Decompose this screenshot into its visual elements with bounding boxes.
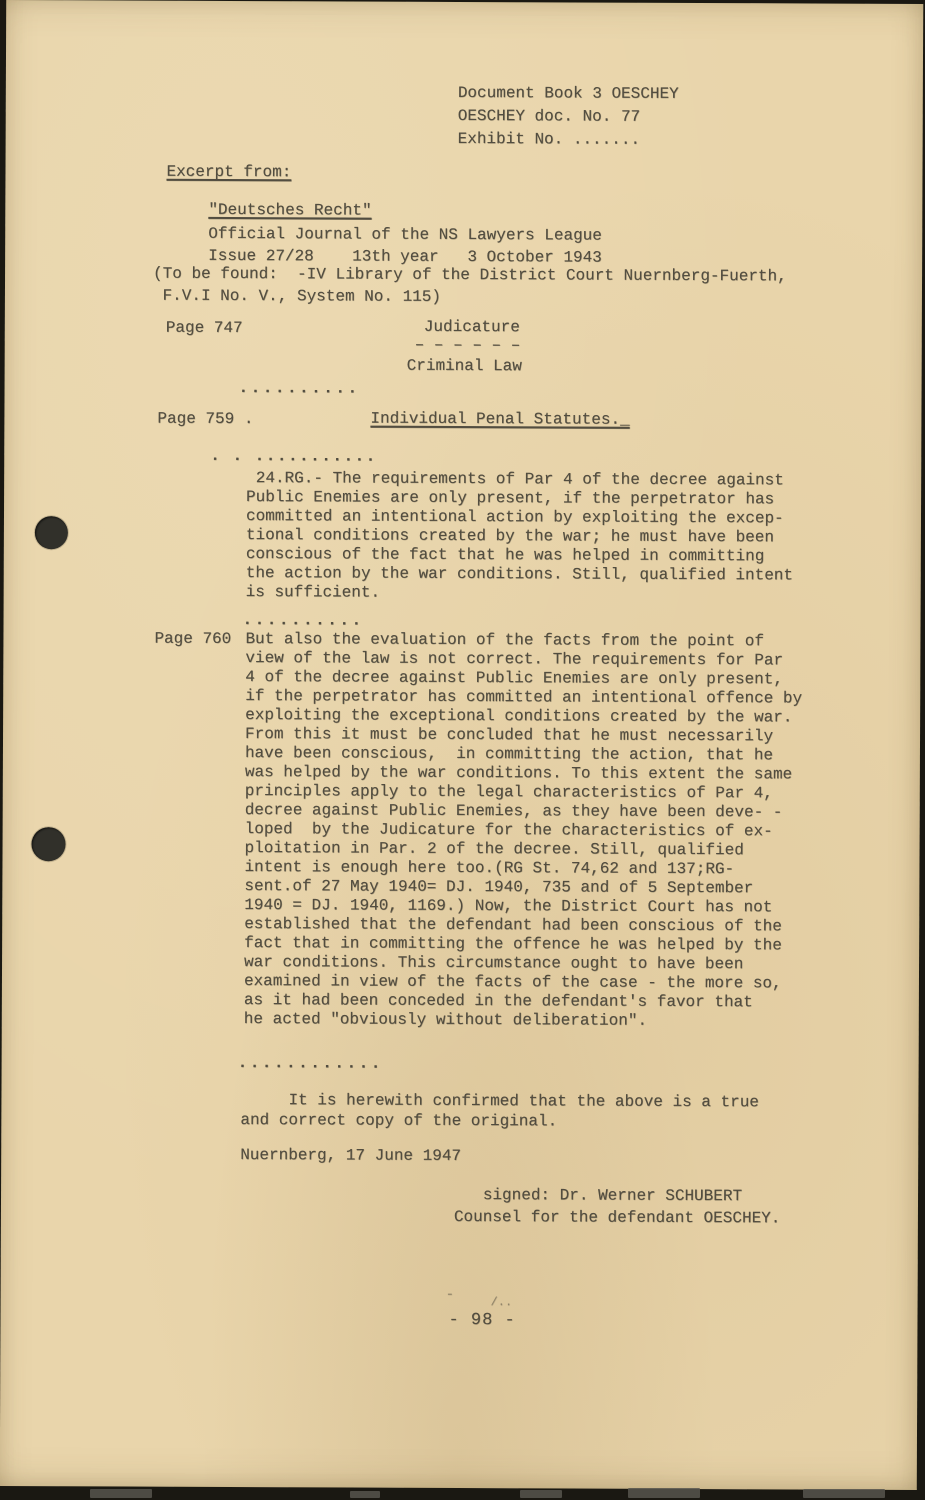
signature-line: signed: Dr. Werner SCHUBERT (453, 1185, 743, 1206)
signature-line: Counsel for the defendant OESCHEY. (453, 1207, 781, 1228)
scan-edge-artifact (803, 1489, 885, 1498)
doc-header-line: Document Book 3 OESCHEY (457, 83, 679, 103)
para-760-line: ploitation in Par. 2 of the decree. Still, qualified (244, 839, 744, 860)
source-journal (208, 223, 602, 269)
punch-hole-bottom (31, 827, 65, 861)
page-759-label: Page 759 . (157, 409, 254, 429)
penal-statutes-heading: Individual Penal Statutes._ (370, 409, 630, 429)
source-title: "Deutsches Recht" (208, 200, 372, 220)
dotted-separator-3: .......... (242, 611, 364, 630)
para-760-line: 4 of the decree against Public Enemies are only present, (245, 668, 784, 689)
page-760-label: Page 760 (154, 629, 232, 648)
page-747-label: Page 747 (165, 318, 243, 338)
para-760-line: he acted "obviously without deliberation". (243, 1010, 648, 1030)
para-24-rg-line: tional conditions created by the war; he must have been (245, 526, 775, 547)
scan-edge-artifact (90, 1489, 152, 1498)
criminal-law-heading: Criminal Law (406, 356, 522, 376)
para-760-line: loped by the Judicature for the characteristics of ex- (244, 820, 773, 841)
para-760-line: was helped by the war conditions. To this extent the same (244, 763, 793, 784)
para-760-line: intent is enough here too.(RG St. 74,62 and 137;RG- (244, 858, 735, 879)
para-760-line: From this it must be concluded that he must necessarily (245, 725, 774, 746)
para-760-line: 1940 = DJ. 1940, 1169.) Now, the District Court has not (244, 896, 773, 917)
smudge-mark: /.. (490, 1295, 513, 1310)
source-location-line: F.V.I No. V., System No. 115) (152, 286, 442, 306)
para-24-rg-line: the action by the war conditions. Still, qualified intent (245, 564, 794, 585)
signature-block (454, 1184, 781, 1229)
scan-edge-artifact (350, 1491, 380, 1498)
para-760-line: exploiting the exceptional conditions created by the war. (245, 706, 793, 727)
para-760-line: examined in view of the facts of the case - the more so, (243, 972, 782, 993)
para-760 (244, 630, 803, 1031)
para-760-line: war conditions. This circumstance ought to have been (244, 953, 744, 974)
certification (240, 1090, 759, 1132)
para-760-line: view of the law is not correct. The requirements for Par (245, 649, 784, 670)
para-760-line: have been conscious, in committing the action, that he (244, 744, 774, 765)
excerpt-label: Excerpt from: (166, 162, 292, 182)
para-760-line: fact that in committing the offence he was helped by the (244, 934, 782, 955)
doc-header-line: OESCHEY doc. No. 77 (457, 106, 641, 126)
para-24-rg-line: Public Enemies are only present, if the perpetrator has (246, 488, 775, 509)
place-date: Nuernberg, 17 June 1947 (240, 1146, 462, 1166)
para-24-rg-line: committed an intentional action by exploiting the excep- (245, 507, 784, 528)
judicature-underline: – – – – – – (414, 335, 521, 355)
para-760-line: But also the evaluation of the facts from the point of (245, 630, 764, 651)
para-760-line: sent.of 27 May 1940= DJ. 1940, 735 and of 5 September (244, 877, 754, 898)
para-24-rg-line: conscious of the fact that he was helped in committing (245, 545, 765, 566)
source-location-line: (To be found: -IV Library of the District Court Nuernberg-Fuerth, (153, 264, 787, 286)
para-760-line: as it had been conceded in the defendant's favor that (243, 991, 753, 1012)
stray-mark: - (445, 1286, 455, 1303)
punch-hole-top (35, 516, 68, 549)
para-760-line: principles apply to the legal characteristics of Par 4, (244, 782, 773, 803)
para-760-line: established that the defendant had been conscious of the (244, 915, 782, 936)
doc-header (458, 82, 679, 152)
para-760-line: decree against Public Enemies, as they have been deve- - (244, 801, 783, 822)
para-24-rg (246, 469, 794, 604)
para-24-rg-line: is sufficient. (245, 583, 381, 602)
dotted-separator-4: ............ (237, 1054, 383, 1073)
para-24-rg-line: 24.RG.- The requirements of Par 4 of the decree against (246, 469, 784, 490)
certification-line: and correct copy of the original. (240, 1111, 558, 1131)
scan-edge-artifact (628, 1488, 700, 1498)
dotted-separator-1: .......... (238, 379, 360, 398)
source-location (153, 263, 787, 310)
dotted-separator-2: . . ........... (210, 446, 377, 466)
source-journal-line: Issue 27/28 13th year 3 October 1943 (208, 246, 602, 267)
certification-line: It is herewith confirmed that the above is a true (240, 1091, 759, 1112)
page-number: - 98 - (448, 1310, 516, 1331)
source-journal-line: Official Journal of the NS Lawyers League (208, 224, 602, 245)
judicature-heading: Judicature (423, 317, 520, 337)
para-760-line: if the perpetrator has committed an intentional offence by (245, 687, 803, 708)
scan-edge-artifact (520, 1490, 562, 1498)
doc-header-line: Exhibit No. ....... (457, 129, 641, 149)
